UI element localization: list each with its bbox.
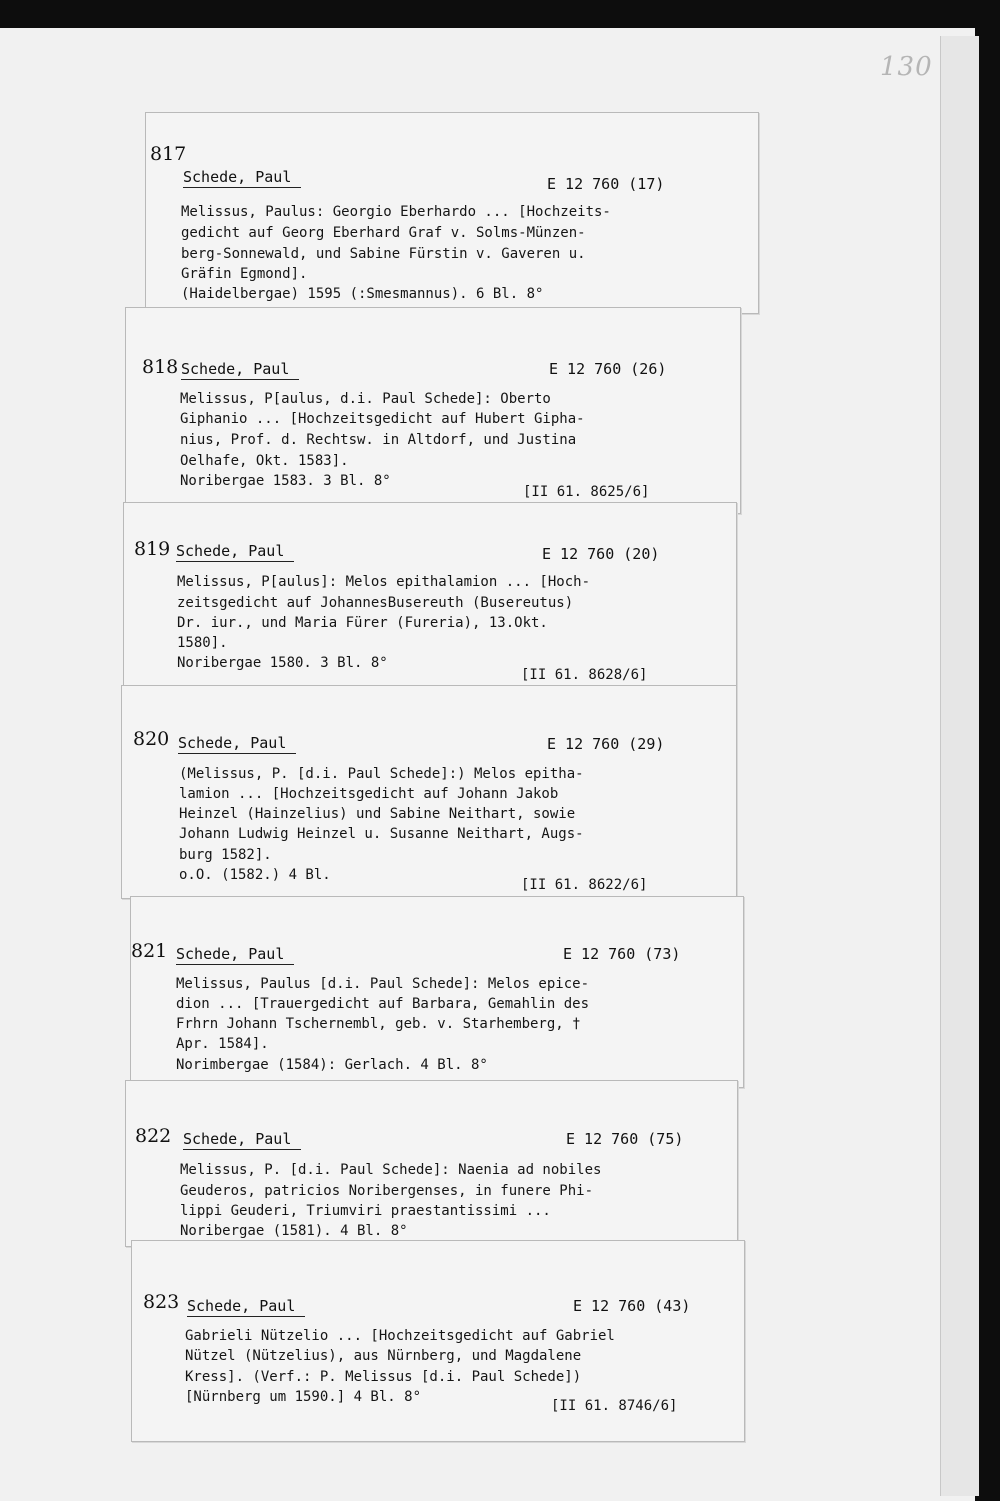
card-text-line: nius, Prof. d. Rechtsw. in Altdorf, und Justina [180,432,577,448]
card-text-line: Geuderos, patricios Noribergenses, in funere Phi- [180,1183,594,1199]
card-number: 822 [135,1125,172,1147]
card-number: 819 [134,538,171,560]
card-text-line: Melissus, P[aulus, d.i. Paul Schede]: Oberto [180,391,551,407]
card-number: 817 [150,143,187,165]
card-heading: Schede, Paul [187,1297,305,1317]
card-text-line: Apr. 1584]. [176,1036,269,1052]
card-text-line: Melissus, P[aulus]: Melos epithalamion ... [Hoch- [177,574,591,590]
card-shelfmark: [II 61. 8628/6] [521,667,648,683]
card-text-line: Nützel (Nützelius), aus Nürnberg, und Magdalene [185,1348,582,1364]
card-number: 821 [131,940,168,962]
card-number: 823 [143,1291,180,1313]
card-text-line: lippi Geuderi, Triumviri praestantissimi ... [180,1203,551,1219]
card-heading: Schede, Paul [176,945,294,965]
card-text-line: Gabrieli Nützelio ... [Hochzeitsgedicht auf Gabriel [185,1328,615,1344]
card-heading: Schede, Paul [183,168,301,188]
card-text-line: Norimbergae (1584): Gerlach. 4 Bl. 8° [176,1057,488,1073]
card-number: 818 [142,356,179,378]
card-text-line: Johann Ludwig Heinzel u. Susanne Neithart, Augs- [179,826,584,842]
card-number: 820 [133,728,170,750]
card-shelfmark: [II 61. 8746/6] [551,1398,678,1414]
card-signature: E 12 760 (20) [542,545,660,563]
card-heading: Schede, Paul [183,1130,301,1150]
card-shelfmark: [II 61. 8625/6] [523,484,650,500]
card-signature: E 12 760 (73) [563,945,681,963]
card-text-line: burg 1582]. [179,847,272,863]
card-text-line: dion ... [Trauergedicht auf Barbara, Gemahlin des [176,996,590,1012]
card-text-line: [Nürnberg um 1590.] 4 Bl. 8° [185,1389,422,1405]
card-text-line: zeitsgedicht auf JohannesBusereuth (Busereutus) [177,595,574,611]
card-text-line: Frhrn Johann Tschernembl, geb. v. Starhemberg, † [176,1016,581,1032]
page-number: 130 [880,52,933,82]
card-text-line: Noribergae 1583. 3 Bl. 8° [180,473,391,489]
page-edge [940,36,979,1496]
card-text-line: o.O. (1582.) 4 Bl. [179,867,331,883]
card-heading: Schede, Paul [176,542,294,562]
card-text-line: Oelhafe, Okt. 1583]. [180,453,349,469]
card-text-line: Noribergae (1581). 4 Bl. 8° [180,1223,408,1239]
card-heading: Schede, Paul [178,734,296,754]
card-text-line: Giphanio ... [Hochzeitsgedicht auf Hubert Gipha- [180,411,585,427]
card-text-line: Kress]. (Verf.: P. Melissus [d.i. Paul Schede]) [185,1369,582,1385]
card-text-line: Heinzel (Hainzelius) und Sabine Neithart, sowie [179,806,576,822]
card-text-line: 1580]. [177,635,228,651]
card-signature: E 12 760 (29) [547,735,665,753]
card-signature: E 12 760 (75) [566,1130,684,1148]
card-text-line: berg-Sonnewald, und Sabine Fürstin v. Gaveren u. [181,246,586,262]
card-signature: E 12 760 (43) [573,1297,691,1315]
card-signature: E 12 760 (17) [547,175,665,193]
card-text-line: (Haidelbergae) 1595 (:Smesmannus). 6 Bl. 8° [181,286,544,302]
card-text-line: Dr. iur., und Maria Fürer (Fureria), 13.Okt. [177,615,548,631]
card-text-line: Noribergae 1580. 3 Bl. 8° [177,655,388,671]
card-text-line: gedicht auf Georg Eberhard Graf v. Solms-Münzen- [181,225,586,241]
card-shelfmark: [II 61. 8622/6] [521,877,648,893]
card-text-line: Gräfin Egmond]. [181,266,308,282]
card-text-line: (Melissus, P. [d.i. Paul Schede]:) Melos epitha- [179,766,584,782]
card-text-line: lamion ... [Hochzeitsgedicht auf Johann Jakob [179,786,559,802]
card-text-line: Melissus, Paulus: Georgio Eberhardo ... [Hochzeits- [181,204,611,220]
card-signature: E 12 760 (26) [549,360,667,378]
card-text-line: Melissus, Paulus [d.i. Paul Schede]: Melos epice- [176,976,590,992]
card-text-line: Melissus, P. [d.i. Paul Schede]: Naenia ad nobiles [180,1162,602,1178]
card-heading: Schede, Paul [181,360,299,380]
